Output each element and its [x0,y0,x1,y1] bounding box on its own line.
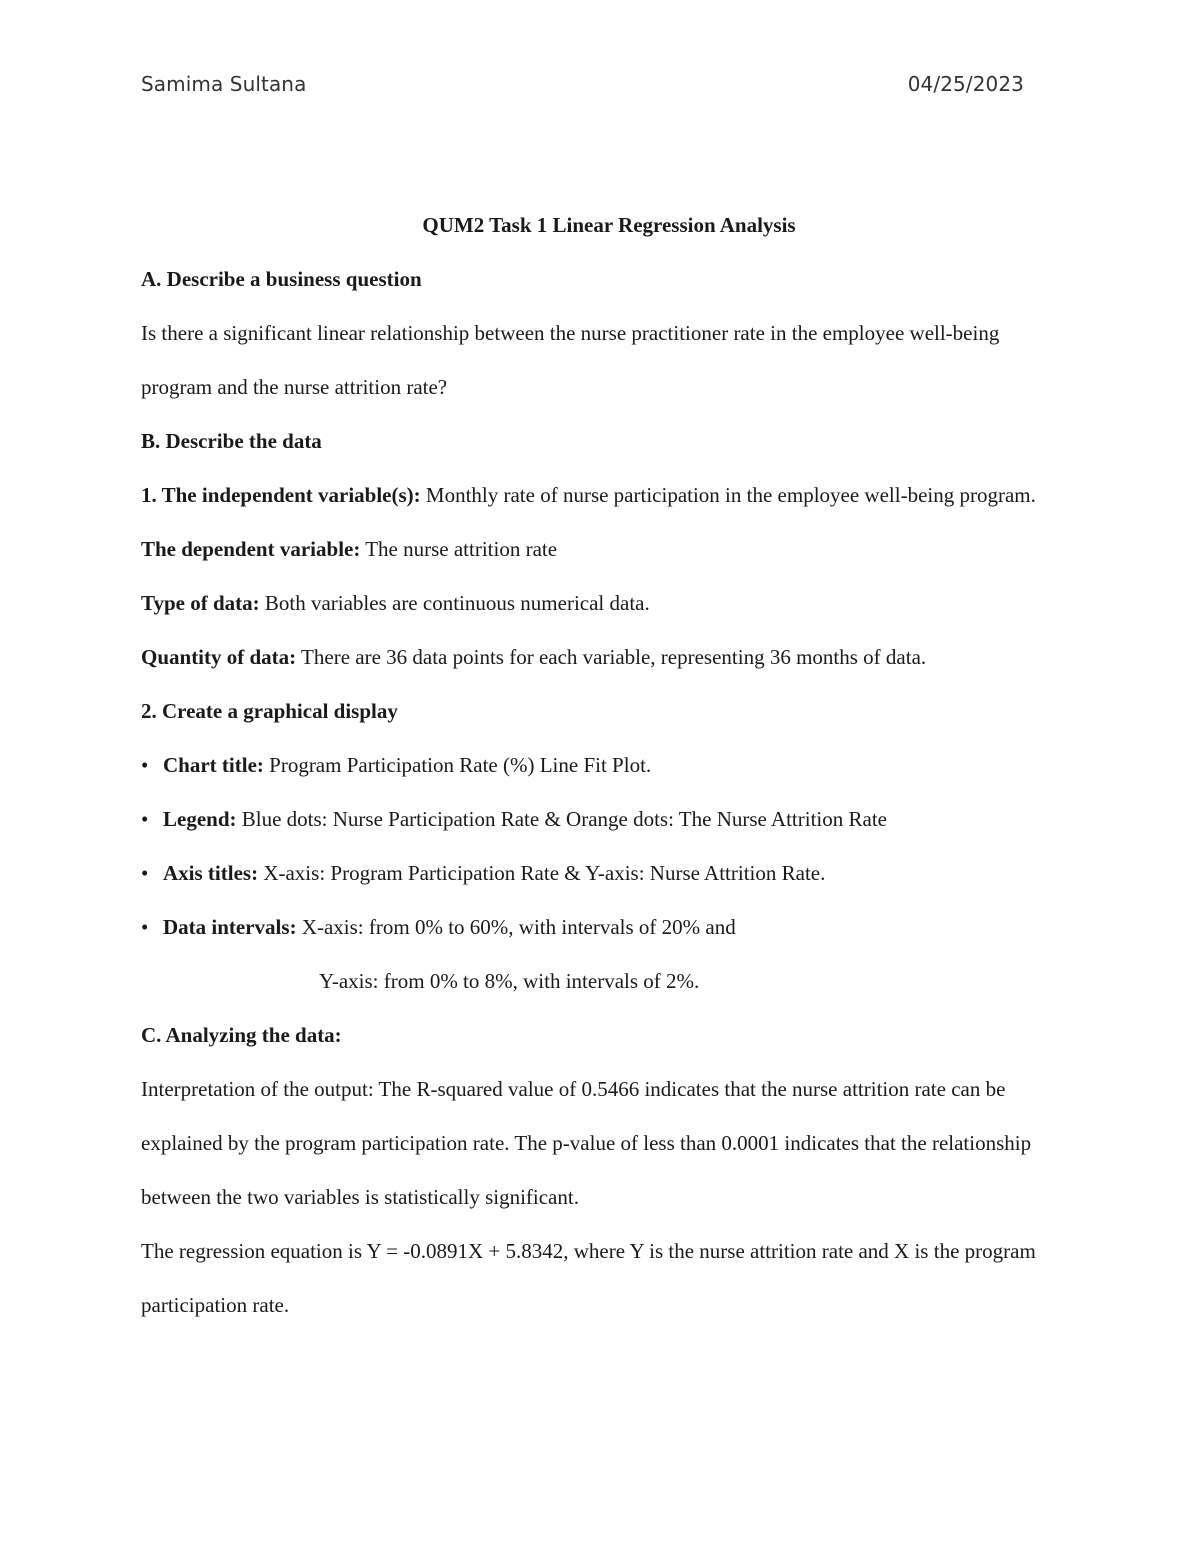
bullet-legend [141,792,1061,846]
independent-variable-text: Monthly rate of nurse participation in the employee well-being program. [420,483,1036,507]
bullet-data-intervals [141,900,1061,954]
dependent-variable-label: The dependent variable: [141,537,361,561]
bullet-icon: • [141,807,149,831]
interpretation-text: Interpretation of the output: The R-squared value of 0.5466 indicates that the nurse attrition rate can be explained by the program participation rate. The p-value of less than 0.0001 indicates that the relationship between the two variables is statistically significant. [141,1077,1032,1209]
graphical-display-heading: 2. Create a graphical display [141,699,398,723]
bullet-text: X-axis: from 0% to 60%, with intervals of 20% and [296,915,736,939]
bullet-label: Axis titles: [163,861,259,885]
data-type-text: Both variables are continuous numerical data. [259,591,650,615]
section-c-heading: C. Analyzing the data: [141,1023,342,1047]
bullet-label: Chart title: [163,753,264,777]
independent-variable-paragraph [141,468,1061,522]
section-b-heading: B. Describe the data [141,429,322,453]
bullet-text: Blue dots: Nurse Participation Rate & Orange dots: The Nurse Attrition Rate [236,807,887,831]
bullet-icon: • [141,915,149,939]
business-question-text: Is there a significant linear relationship between the nurse practitioner rate in the employee well-being program and the nurse attrition rate? [141,321,1000,399]
dependent-variable-text: The nurse attrition rate [360,537,558,561]
dependent-variable-paragraph [141,522,1061,576]
bullet-text: Program Participation Rate (%) Line Fit Plot. [263,753,652,777]
document-date: 04/25/2023 [907,72,1024,96]
section-a-heading: A. Describe a business question [141,267,422,291]
independent-variable-label: 1. The independent variable(s): [141,483,421,507]
document-body [141,198,1061,1332]
bullet-icon: • [141,861,149,885]
bullet-axis-titles [141,846,1061,900]
bullet-label: Legend: [163,807,237,831]
data-quantity-paragraph [141,630,1061,684]
author-name: Samima Sultana [141,72,307,96]
bullet-icon: • [141,753,149,777]
bullet-chart-title [141,738,1061,792]
data-quantity-text: There are 36 data points for each variable, representing 36 months of data. [296,645,927,669]
data-type-paragraph [141,576,1061,630]
document-title: QUM2 Task 1 Linear Regression Analysis [422,213,796,237]
data-type-label: Type of data: [141,591,260,615]
y-axis-intervals-text: Y-axis: from 0% to 8%, with intervals of 2%. [319,969,700,993]
regression-equation-text: The regression equation is Y = -0.0891X + 5.8342, where Y is the nurse attrition rate and X is the program participation rate. [141,1239,1036,1317]
bullet-text: X-axis: Program Participation Rate & Y-axis: Nurse Attrition Rate. [258,861,826,885]
bullet-label: Data intervals: [163,915,297,939]
data-quantity-label: Quantity of data: [141,645,297,669]
